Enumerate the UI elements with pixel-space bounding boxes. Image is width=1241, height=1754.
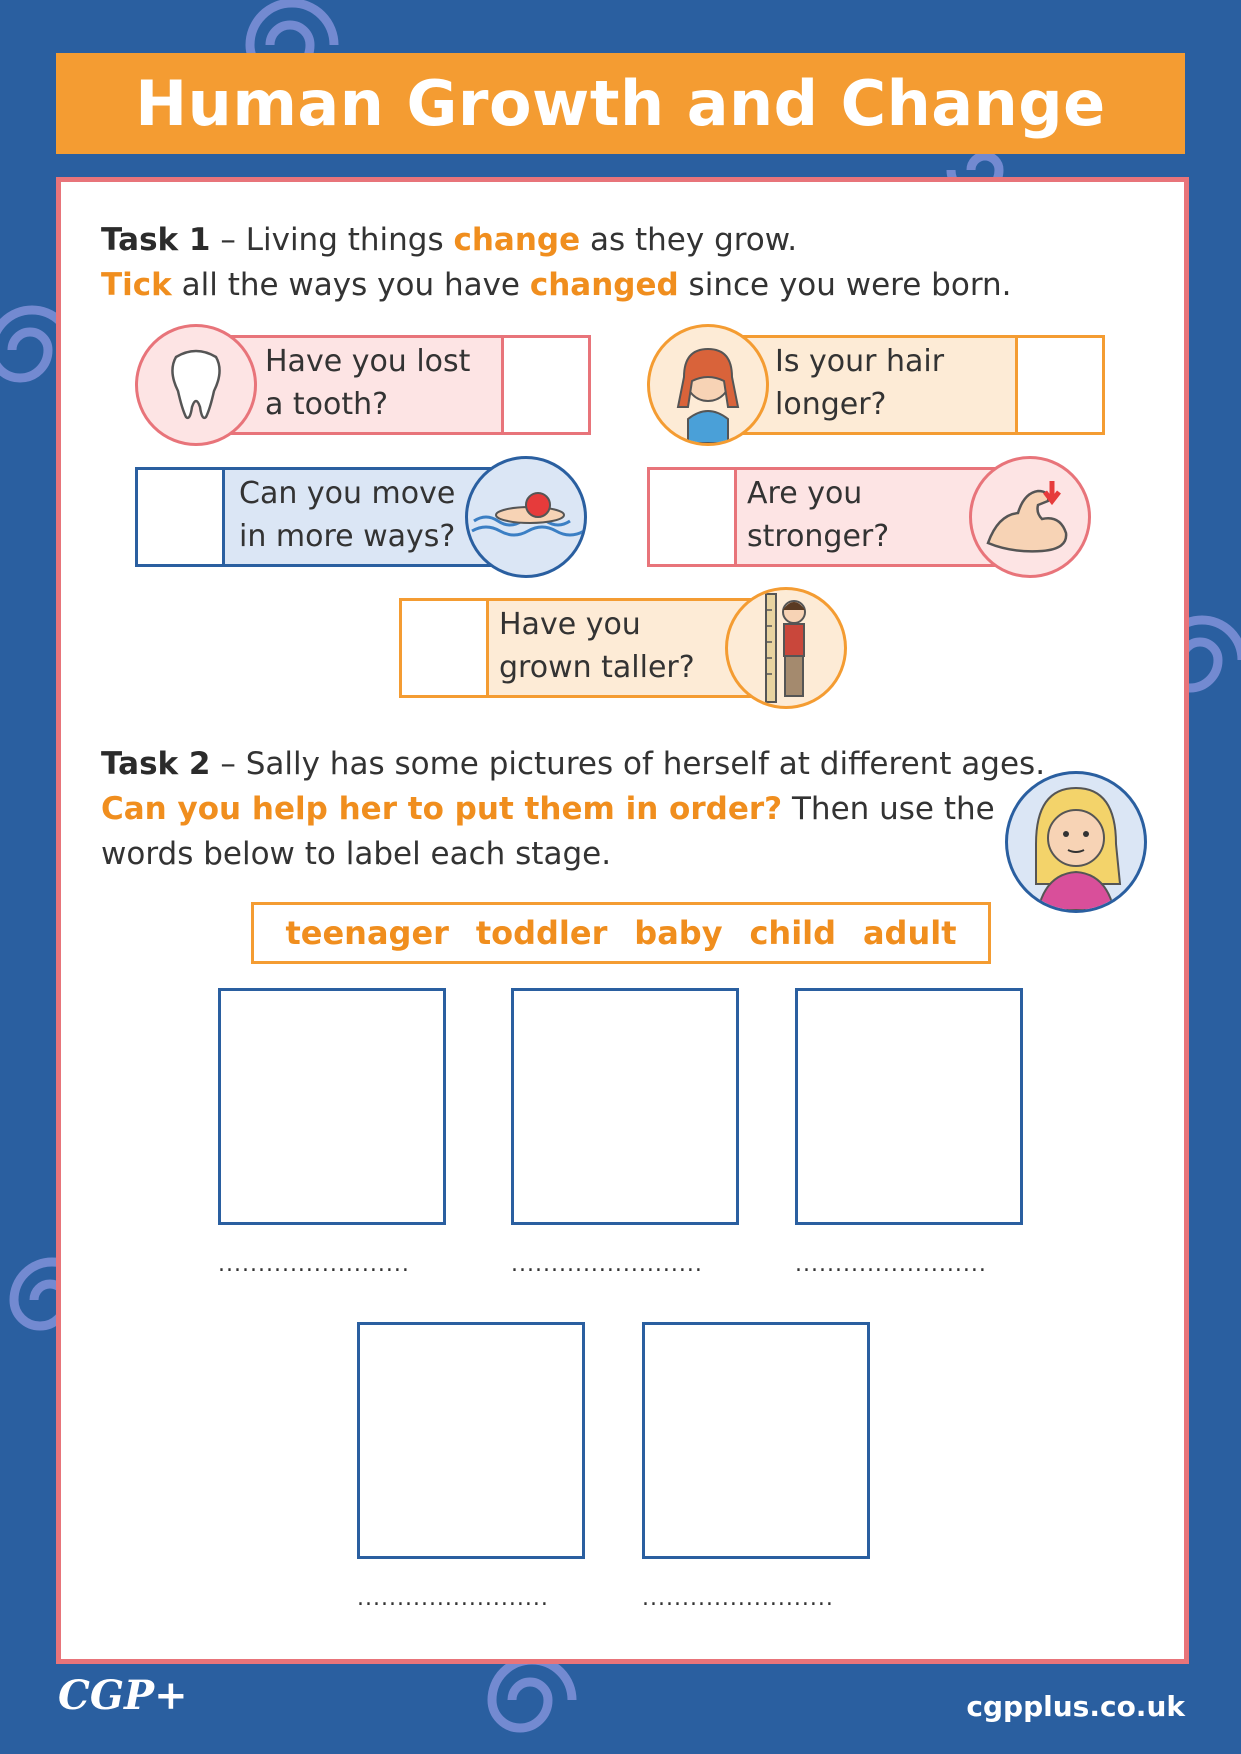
question-line: stronger? <box>747 519 890 554</box>
cgp-logo: CGP+ <box>58 1672 188 1719</box>
question-text-strength <box>747 472 889 558</box>
label-line-2[interactable]: ........................ <box>511 1252 703 1277</box>
word-baby: baby <box>634 914 723 952</box>
picture-box-2[interactable] <box>511 988 739 1225</box>
question-text-move <box>239 472 455 558</box>
question-line: longer? <box>775 387 887 422</box>
question-line: Have you lost <box>265 344 471 379</box>
picture-box-1[interactable] <box>218 988 446 1225</box>
title-bar <box>56 53 1185 154</box>
tick-box-taller[interactable] <box>399 598 489 698</box>
page-title: Human Growth and Change <box>135 67 1106 140</box>
question-line: Can you move <box>239 476 456 511</box>
swimmer-icon <box>465 456 587 578</box>
task1-highlight-change: change <box>453 222 581 258</box>
question-line: Are you <box>747 476 863 511</box>
label-line-1[interactable]: ........................ <box>218 1252 410 1277</box>
task2-line3: words below to label each stage. <box>101 836 612 872</box>
task1-line1 <box>101 218 1012 263</box>
task1-text-b: all the ways you have <box>171 267 530 303</box>
word-toddler: toddler <box>475 914 608 952</box>
sally-avatar-icon <box>1005 771 1147 913</box>
picture-box-5[interactable] <box>642 1322 870 1559</box>
girl-icon <box>647 324 769 446</box>
worksheet-panel <box>56 177 1189 1664</box>
picture-box-4[interactable] <box>357 1322 585 1559</box>
tick-box-strength[interactable] <box>647 467 737 567</box>
question-line: Is your hair <box>775 344 945 379</box>
question-line: Have you <box>499 607 641 642</box>
task1-label: Task 1 <box>101 222 211 258</box>
task1-text-a: – Living things <box>210 222 454 258</box>
question-line: a tooth? <box>265 387 389 422</box>
question-text-tooth <box>265 340 470 426</box>
picture-box-3[interactable] <box>795 988 1023 1225</box>
label-line-4[interactable]: ........................ <box>357 1586 549 1611</box>
task2-label: Task 2 <box>101 746 211 782</box>
tick-box-hair[interactable] <box>1015 335 1105 435</box>
label-line-3[interactable]: ........................ <box>795 1252 987 1277</box>
task2-line1 <box>101 742 1045 787</box>
word-child: child <box>749 914 837 952</box>
footer-url[interactable]: cgpplus.co.uk <box>966 1690 1185 1723</box>
task1-intro <box>101 218 1012 308</box>
muscle-arm-icon <box>969 456 1091 578</box>
tick-box-tooth[interactable] <box>501 335 591 435</box>
task2-line2 <box>101 787 1045 832</box>
word-adult: adult <box>862 914 957 952</box>
tooth-icon <box>135 324 257 446</box>
task1-line2 <box>101 263 1012 308</box>
task2-highlight: Can you help her to put them in order? <box>101 791 783 827</box>
question-line: grown taller? <box>499 650 695 685</box>
task2-text-b: Then use the <box>782 791 995 827</box>
task1-highlight-tick: Tick <box>101 267 172 303</box>
task1-highlight-changed: changed <box>529 267 679 303</box>
word-bank <box>251 902 991 964</box>
task1-text-c: as they grow. <box>580 222 798 258</box>
task1-text-d: since you were born. <box>678 267 1012 303</box>
label-line-5[interactable]: ........................ <box>642 1586 834 1611</box>
question-line: in more ways? <box>239 519 456 554</box>
height-chart-icon <box>725 587 847 709</box>
word-teenager: teenager <box>285 914 449 952</box>
task2-text: – Sally has some pictures of herself at different ages. <box>210 746 1046 782</box>
task2-intro <box>101 742 1045 877</box>
question-text-hair <box>775 340 944 426</box>
tick-box-move[interactable] <box>135 467 225 567</box>
question-text-taller <box>499 603 695 689</box>
